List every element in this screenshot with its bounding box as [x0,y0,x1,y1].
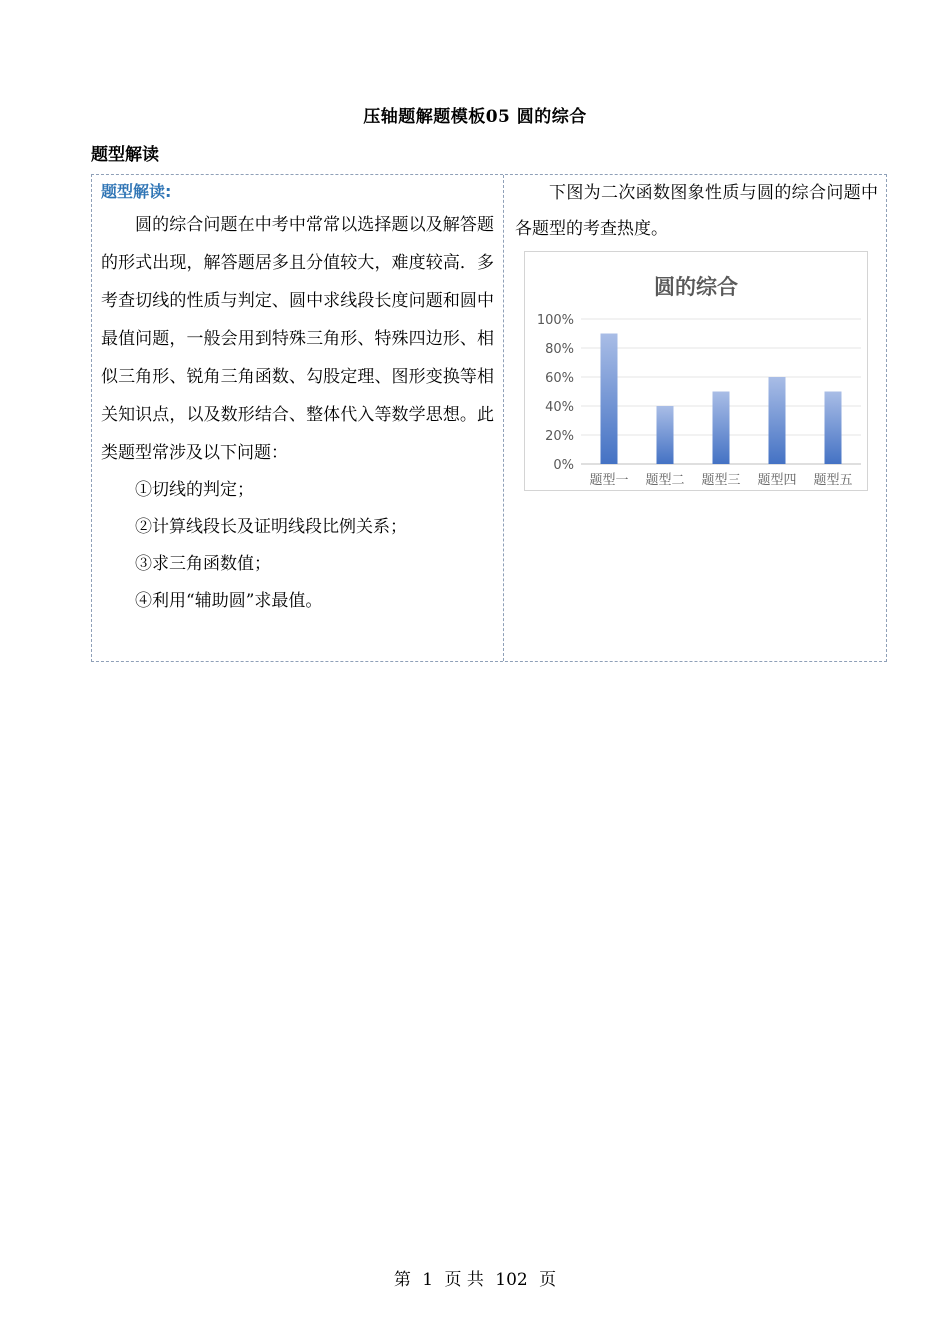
list-item: ①切线的判定； [135,480,254,500]
footer-middle: 页 共 [444,1270,484,1290]
y-tick-label: 100% [536,313,574,328]
right-panel [505,175,888,488]
y-tick-label: 80% [545,342,574,357]
x-tick-label: 题型四 [757,473,797,488]
x-tick-label: 题型五 [813,473,853,488]
left-panel [92,175,503,620]
bar-chart [525,252,867,490]
x-tick-label: 题型三 [701,473,741,488]
footer-page-number: 1 [422,1270,434,1290]
list-item: ③求三角函数值； [135,554,271,574]
description-paragraph: 圆的综合问题在中考中常常以选择题以及解答题的形式出现，解答题居多且分值较大，难度较高．多考查切线的性质与判定、圆中求线段长度问题和圆中最值问题，一般会用到特殊三角形、特殊四边形、相似三角形、锐角三角函数、勾股定理、图形变换等相关知识点，以及数形结合、整体代入等数学思想。此类题型常涉及以下问题： [101,215,494,463]
panel-label: 题型解读: [101,182,172,201]
page-footer [0,1265,950,1290]
section-heading: 题型解读 [91,145,159,165]
list-item: ②计算线段长及证明线段比例关系； [135,517,407,537]
content-table [91,174,887,662]
x-tick-label: 题型二 [645,473,685,488]
chart-container [524,251,868,491]
bar [657,406,674,464]
x-tick-label: 题型一 [589,473,629,488]
column-divider [503,175,504,661]
footer-prefix: 第 [393,1270,411,1290]
chart-intro: 下图为二次函数图象性质与圆的综合问题中各题型的考查热度。 [515,183,878,239]
y-tick-label: 40% [545,400,574,415]
y-tick-label: 60% [545,371,574,386]
bar [769,377,786,464]
chart-title: 圆的综合 [654,275,738,299]
footer-total-pages: 102 [495,1270,528,1290]
footer-suffix: 页 [539,1270,557,1290]
bar [825,392,842,465]
y-tick-label: 0% [553,458,574,473]
y-tick-label: 20% [545,429,574,444]
bar [601,334,618,465]
page-title: 压轴题解题模板05 圆的综合 [363,107,587,127]
list-item: ④利用“辅助圆”求最值。 [135,591,323,611]
problem-list [101,472,494,620]
bar [713,392,730,465]
